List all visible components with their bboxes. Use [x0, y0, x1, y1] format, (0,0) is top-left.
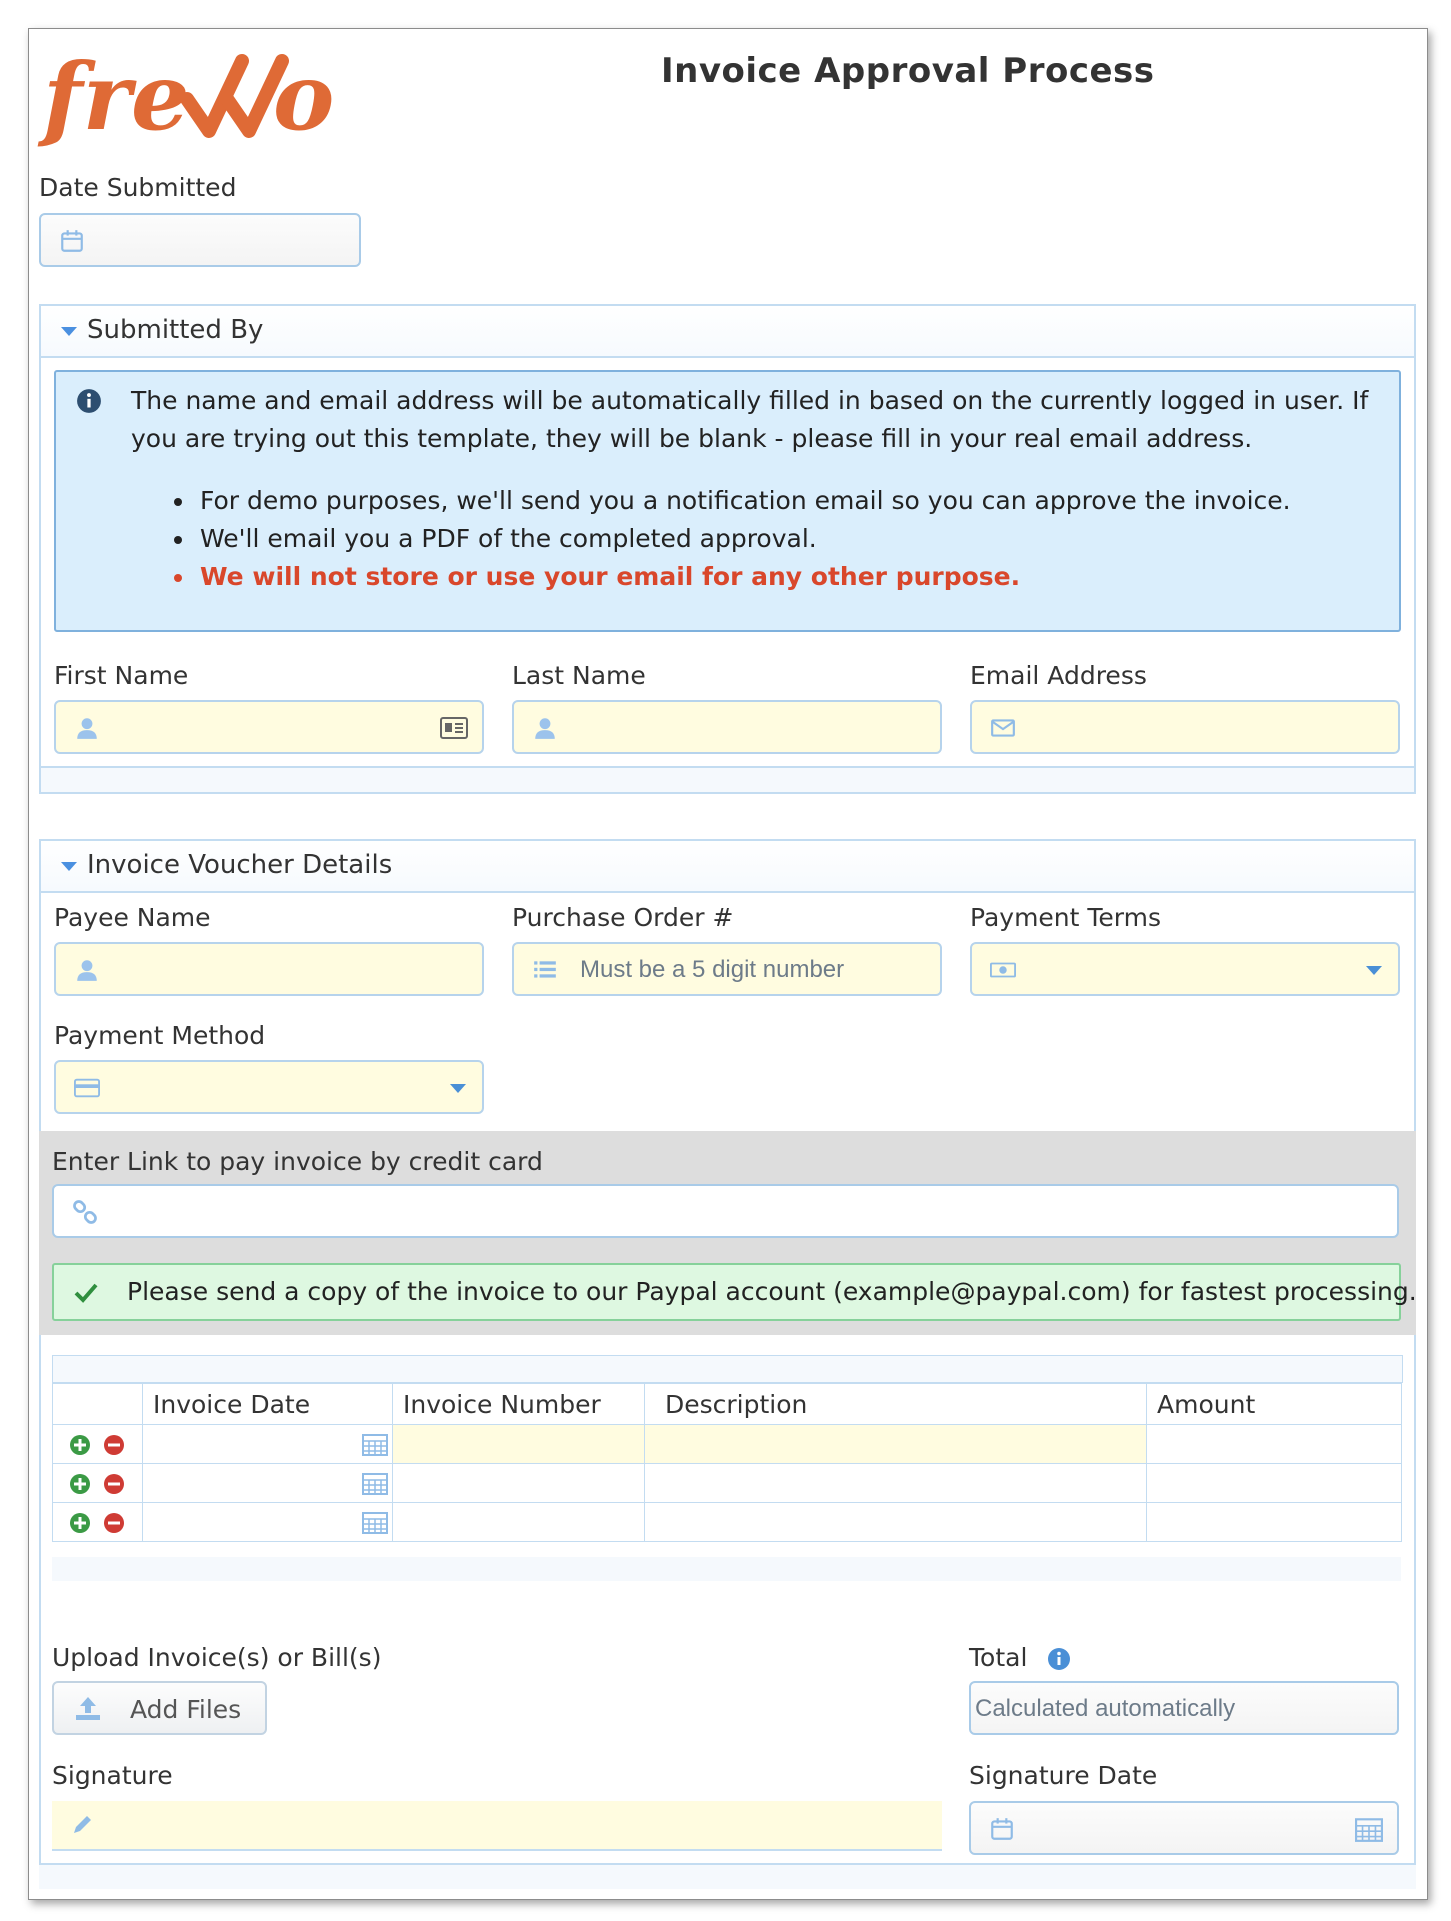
add-files-label: Add Files — [130, 1695, 242, 1724]
invoice-voucher-header[interactable] — [41, 841, 1414, 893]
row-controls — [53, 1464, 143, 1503]
invoice-number-cell[interactable] — [393, 1425, 645, 1464]
upload-label: Upload Invoice(s) or Bill(s) — [52, 1643, 382, 1672]
date-submitted-label: Date Submitted — [39, 173, 237, 202]
calendar-grid-icon[interactable] — [362, 1432, 388, 1456]
add-row-icon[interactable] — [69, 1512, 91, 1534]
description-cell[interactable] — [645, 1425, 1147, 1464]
payment-method-select[interactable] — [54, 1060, 484, 1114]
payment-terms-select[interactable] — [970, 942, 1400, 996]
table-footer-bar — [52, 1557, 1401, 1581]
upload-icon — [74, 1695, 102, 1721]
calendar-icon — [989, 1816, 1015, 1842]
total-placeholder: Calculated automatically — [975, 1695, 1236, 1722]
submitted-by-section — [39, 304, 1416, 794]
bullet-item: • For demo purposes, we'll send you a notification email so you can approve the invoice. — [196, 482, 1291, 520]
table-row — [53, 1425, 1402, 1464]
total-label: Total — [969, 1643, 1028, 1672]
bullet-item-warning: • We will not store or use your email for any other purpose. — [196, 558, 1291, 596]
add-row-icon[interactable] — [69, 1434, 91, 1456]
table-header-bar — [52, 1355, 1403, 1383]
user-icon — [74, 715, 100, 741]
table-row — [53, 1503, 1402, 1542]
signature-date-label: Signature Date — [969, 1761, 1158, 1790]
credit-card-link-panel — [39, 1131, 1416, 1335]
payee-name-label: Payee Name — [54, 903, 211, 932]
paypal-message-text: Please send a copy of the invoice to our Paypal account (example@paypal.com) for fastest processing. — [127, 1277, 1417, 1306]
collapse-caret-icon[interactable] — [61, 862, 77, 871]
section-footer — [41, 766, 1414, 792]
link-icon — [72, 1199, 98, 1225]
info-icon[interactable] — [1047, 1647, 1071, 1671]
remove-row-icon[interactable] — [103, 1434, 125, 1456]
invoice-date-cell[interactable] — [143, 1503, 393, 1542]
payment-terms-label: Payment Terms — [970, 903, 1162, 932]
frevvo-logo — [37, 39, 357, 159]
amount-cell[interactable] — [1147, 1425, 1402, 1464]
chevron-down-icon[interactable] — [1366, 966, 1382, 975]
email-label: Email Address — [970, 661, 1147, 690]
info-message — [54, 370, 1401, 632]
last-name-input[interactable] — [512, 700, 942, 754]
payee-name-input[interactable] — [54, 942, 484, 996]
pencil-icon — [70, 1813, 94, 1837]
pay-link-label: Enter Link to pay invoice by credit card — [52, 1147, 543, 1176]
description-cell[interactable] — [645, 1464, 1147, 1503]
calendar-grid-icon[interactable] — [362, 1510, 388, 1534]
invoice-voucher-title: Invoice Voucher Details — [87, 850, 393, 880]
add-row-icon[interactable] — [69, 1473, 91, 1495]
add-files-button[interactable] — [52, 1681, 267, 1735]
chevron-down-icon[interactable] — [450, 1084, 466, 1093]
user-icon — [74, 957, 100, 983]
po-placeholder: Must be a 5 digit number — [580, 956, 845, 983]
first-name-input[interactable] — [54, 700, 484, 754]
info-icon — [76, 388, 102, 414]
remove-row-icon[interactable] — [103, 1512, 125, 1534]
submitted-by-header[interactable] — [41, 306, 1414, 358]
envelope-icon — [990, 715, 1016, 741]
invoice-number-cell[interactable] — [393, 1503, 645, 1542]
first-name-label: First Name — [54, 661, 189, 690]
calendar-grid-icon[interactable] — [1355, 1816, 1383, 1842]
amount-cell[interactable] — [1147, 1464, 1402, 1503]
total-field — [969, 1681, 1399, 1735]
invoice-table — [52, 1383, 1402, 1542]
info-bullets — [174, 482, 1291, 596]
collapse-caret-icon[interactable] — [61, 327, 77, 336]
row-controls — [53, 1425, 143, 1464]
column-header: Description — [645, 1384, 1147, 1425]
po-label: Purchase Order # — [512, 903, 734, 932]
row-controls — [53, 1503, 143, 1542]
contact-card-icon[interactable] — [440, 715, 468, 741]
payment-method-label: Payment Method — [54, 1021, 266, 1050]
calendar-grid-icon[interactable] — [362, 1471, 388, 1495]
last-name-label: Last Name — [512, 661, 646, 690]
submitted-by-title: Submitted By — [87, 315, 264, 345]
po-input[interactable] — [512, 942, 942, 996]
calendar-icon — [59, 228, 85, 254]
column-header: Invoice Number — [393, 1384, 645, 1425]
user-icon — [532, 715, 558, 741]
table-row — [53, 1464, 1402, 1503]
row-controls-header — [53, 1384, 143, 1425]
info-text: The name and email address will be automatically filled in based on the currently logged in user. If you are trying out this template, they will be blank - please fill in your real email address. — [131, 386, 1369, 453]
section-footer — [39, 1863, 1416, 1889]
pay-link-input[interactable] — [52, 1184, 1399, 1238]
form-title: Invoice Approval Process — [661, 51, 1155, 91]
signature-date-field[interactable] — [969, 1801, 1399, 1855]
paypal-message — [52, 1263, 1417, 1321]
money-icon — [990, 957, 1016, 983]
invoice-number-cell[interactable] — [393, 1464, 645, 1503]
form-page — [28, 28, 1428, 1900]
date-submitted-field[interactable] — [39, 213, 361, 267]
svg-text:fre: fre — [43, 43, 190, 151]
bullet-item: • We'll email you a PDF of the completed approval. — [196, 520, 1291, 558]
invoice-date-cell[interactable] — [143, 1464, 393, 1503]
svg-text:o: o — [273, 43, 335, 151]
column-header: Amount — [1147, 1384, 1402, 1425]
list-icon — [532, 957, 558, 983]
signature-pad[interactable] — [52, 1801, 942, 1851]
amount-cell[interactable] — [1147, 1503, 1402, 1542]
credit-card-icon — [74, 1075, 100, 1101]
checkmark-icon — [74, 1281, 98, 1303]
remove-row-icon[interactable] — [103, 1473, 125, 1495]
email-input[interactable] — [970, 700, 1400, 754]
invoice-date-cell[interactable] — [143, 1425, 393, 1464]
description-cell[interactable] — [645, 1503, 1147, 1542]
signature-label: Signature — [52, 1761, 173, 1790]
column-header: Invoice Date — [143, 1384, 393, 1425]
